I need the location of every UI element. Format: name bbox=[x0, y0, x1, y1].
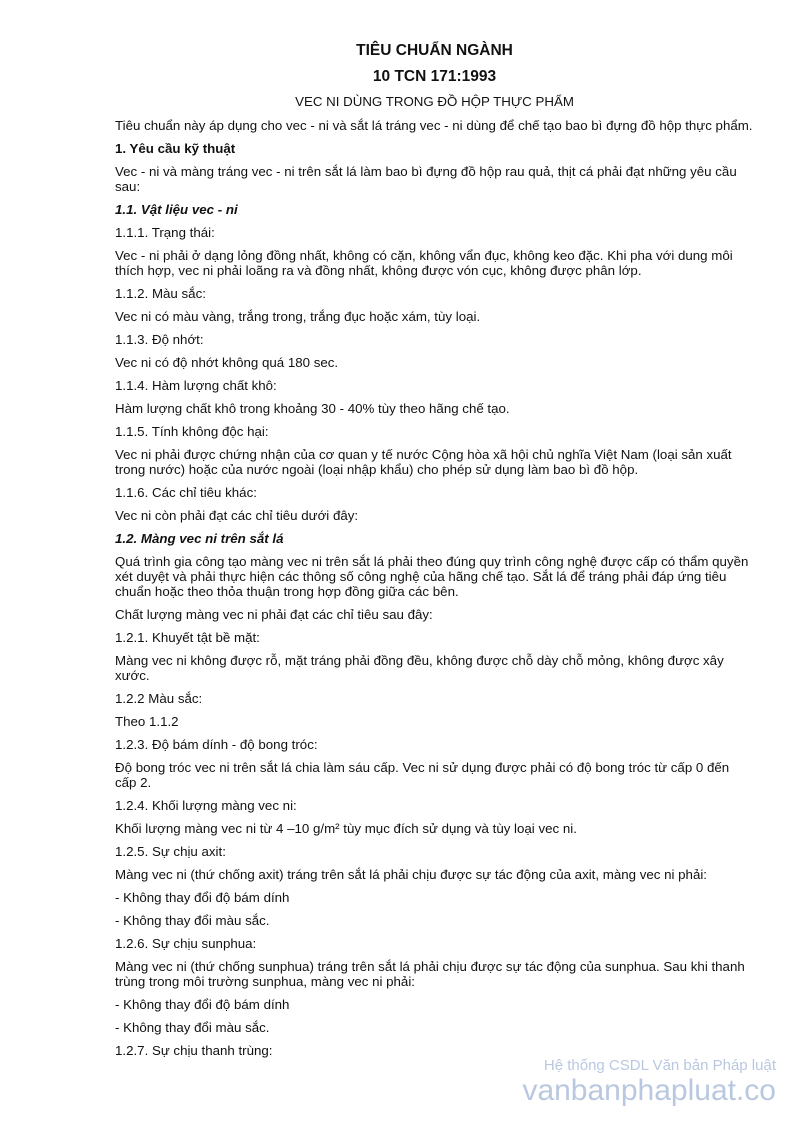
paragraph: Chất lượng màng vec ni phải đạt các chỉ tiêu sau đây: bbox=[115, 607, 433, 622]
paragraph: 1.2.2 Màu sắc: bbox=[115, 691, 203, 706]
paragraph: Tiêu chuẩn này áp dụng cho vec - ni và sắt lá tráng vec - ni dùng để chế tạo bao bì đựng đồ hộp thực phẩm. bbox=[115, 118, 753, 133]
paragraph: Vec ni còn phải đạt các chỉ tiêu dưới đây: bbox=[115, 508, 359, 523]
section-heading: 1.1. Vật liệu vec - ni bbox=[115, 202, 238, 217]
watermark-line-1: Hệ thống CSDL Văn bản Pháp luật bbox=[543, 1057, 776, 1074]
paragraph: - Không thay đổi màu sắc. bbox=[115, 1020, 270, 1035]
paragraph: Vec - ni và màng tráng vec - ni trên sắt lá làm bao bì đựng đồ hộp rau quả, thịt cá phải đạt những yêu cầu sau: bbox=[115, 164, 737, 194]
paragraph: 1.1.4. Hàm lượng chất khô: bbox=[115, 378, 277, 393]
paragraph: Vec ni phải được chứng nhận của cơ quan y tế nước Cộng hòa xã hội chủ nghĩa Việt Nam (loại sản xuất trong nước) hoặc của nước ngoài (loại nhập khẩu) cho phép sử dụng làm bao bì đồ hộp. bbox=[115, 447, 732, 477]
paragraph: - Không thay đổi độ bám dính bbox=[115, 890, 290, 905]
paragraph: 1.1.5. Tính không độc hại: bbox=[115, 424, 269, 439]
paragraph: 1.1.2. Màu sắc: bbox=[115, 286, 206, 301]
watermark-line-2: vanbanphapluat.co bbox=[522, 1074, 776, 1107]
paragraph: 1.2.5. Sự chịu axit: bbox=[115, 844, 226, 859]
paragraph: Màng vec ni (thứ chống axit) tráng trên sắt lá phải chịu được sự tác động của axit, màng vec ni phải: bbox=[115, 867, 707, 882]
paragraph: Vec ni có độ nhớt không quá 180 sec. bbox=[115, 355, 339, 370]
document-title: TIÊU CHUẨN NGÀNH bbox=[356, 42, 513, 59]
paragraph: Vec - ni phải ở dạng lỏng đồng nhất, không có cặn, không vẩn đục, không keo đặc. Khi pha với dung môi thích hợp, vec ni phải loãng ra và đồng nhất, không được vón cục, không được phân lớp. bbox=[115, 248, 733, 278]
paragraph: 1.2.4. Khối lượng màng vec ni: bbox=[115, 798, 297, 813]
paragraph: - Không thay đổi độ bám dính bbox=[115, 997, 290, 1012]
document-subtitle: VEC NI DÙNG TRONG ĐỒ HỘP THỰC PHẨM bbox=[295, 94, 574, 109]
paragraph: Quá trình gia công tạo màng vec ni trên sắt lá phải theo đúng quy trình công nghệ được cấp có thẩm quyền xét duyệt và phải thực hiện các thông số công nghệ của hãng chế tạo. Sắt lá để tráng phải đáp ứng tiêu chuẩn hoặc theo thỏa thuận trong hợp đồng giữa các bên. bbox=[115, 554, 749, 599]
document-body bbox=[115, 118, 754, 1058]
paragraph: Vec ni có màu vàng, trắng trong, trắng đục hoặc xám, tùy loại. bbox=[115, 309, 481, 324]
paragraph: 1.1.1. Trạng thái: bbox=[115, 225, 215, 240]
paragraph: 1.2.6. Sự chịu sunphua: bbox=[115, 936, 257, 951]
paragraph: Màng vec ni không được rỗ, mặt tráng phải đồng đều, không được chỗ dày chỗ mỏng, không được xây xước. bbox=[115, 653, 724, 683]
paragraph: Màng vec ni (thứ chống sunphua) tráng trên sắt lá phải chịu được sự tác động của sunphua. Sau khi thanh trùng trong môi trường sunphua, màng vec ni phải: bbox=[115, 959, 745, 989]
document-code: 10 TCN 171:1993 bbox=[372, 68, 497, 85]
paragraph: - Không thay đổi màu sắc. bbox=[115, 913, 270, 928]
paragraph: Hàm lượng chất khô trong khoảng 30 - 40% tùy theo hãng chế tạo. bbox=[115, 401, 510, 416]
paragraph: Độ bong tróc vec ni trên sắt lá chia làm sáu cấp. Vec ni sử dụng được phải có độ bong tróc từ cấp 0 đến cấp 2. bbox=[115, 760, 730, 790]
watermark bbox=[522, 1057, 776, 1107]
paragraph: Khối lượng màng vec ni từ 4 –10 g/m² tùy mục đích sử dụng và tùy loại vec ni. bbox=[115, 821, 577, 836]
paragraph: 1.2.7. Sự chịu thanh trùng: bbox=[115, 1043, 273, 1058]
paragraph: 1.1.3. Độ nhớt: bbox=[115, 332, 204, 347]
section-heading: 1. Yêu cầu kỹ thuật bbox=[115, 141, 236, 156]
section-heading: 1.2. Màng vec ni trên sắt lá bbox=[115, 531, 284, 546]
paragraph: Theo 1.1.2 bbox=[115, 714, 179, 729]
paragraph: 1.2.3. Độ bám dính - độ bong tróc: bbox=[115, 737, 318, 752]
paragraph: 1.1.6. Các chỉ tiêu khác: bbox=[115, 485, 257, 500]
paragraph: 1.2.1. Khuyết tật bề mặt: bbox=[115, 630, 260, 645]
